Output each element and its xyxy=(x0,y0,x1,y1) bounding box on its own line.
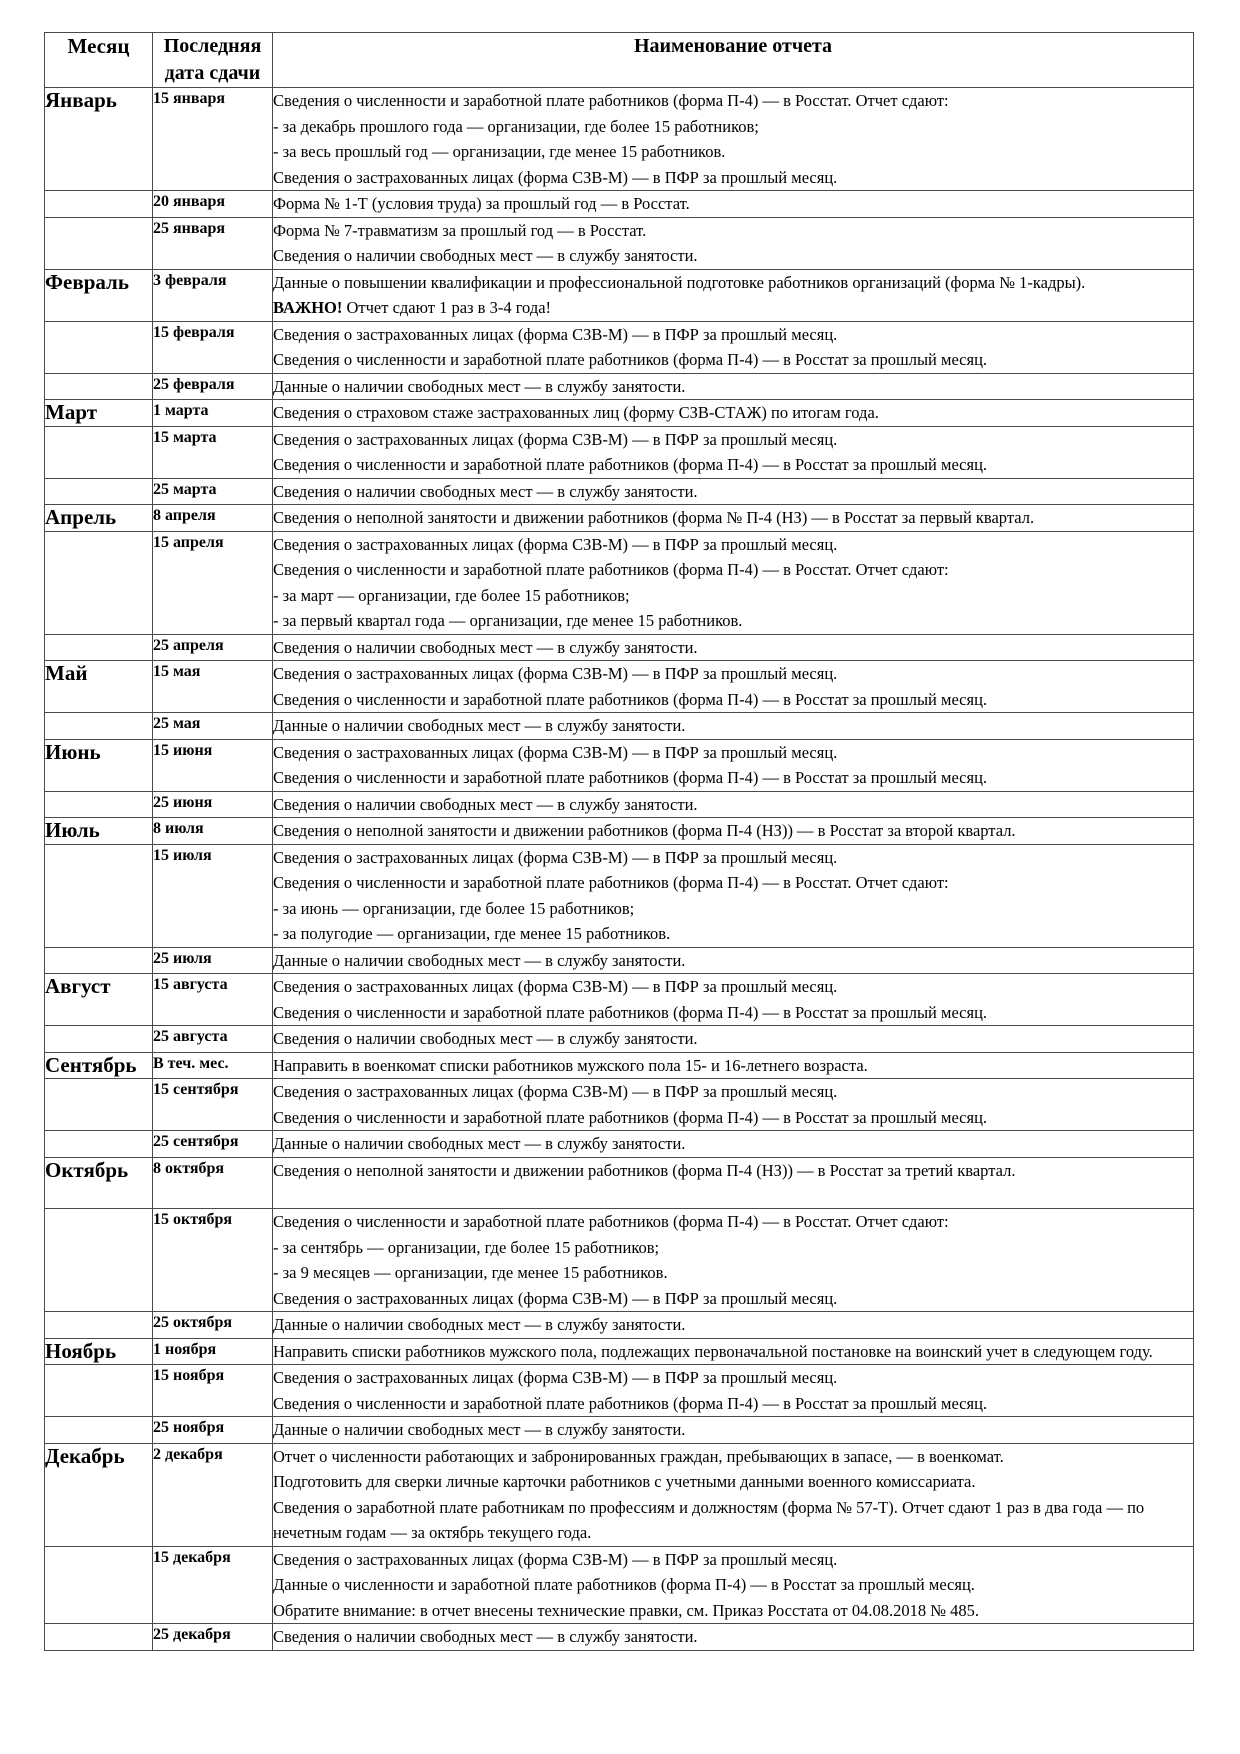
report-description-cell xyxy=(273,321,1194,373)
table-row xyxy=(45,400,1194,427)
table-row xyxy=(45,791,1194,818)
report-description-cell xyxy=(273,974,1194,1026)
table-row xyxy=(45,505,1194,532)
report-line: Сведения о численности и заработной плате работников (форма П-4) — в Росстат за прошлый месяц. xyxy=(273,1107,988,1127)
report-line: Сведения о неполной занятости и движении работников (форма П-4 (НЗ)) — в Росстат за второй квартал. xyxy=(273,821,1016,840)
report-line: Сведения о застрахованных лицах (форма СЗВ-М) — в ПФР за прошлый месяц. xyxy=(273,1288,838,1308)
column-header-deadline-date xyxy=(153,33,273,88)
month-cell xyxy=(45,191,153,218)
table-row xyxy=(45,1417,1194,1444)
report-description-cell xyxy=(273,791,1194,818)
report-line: Сведения о застрахованных лицах (форма СЗВ-М) — в ПФР за прошлый месяц. xyxy=(273,534,838,554)
report-line: Сведения о наличии свободных мест — в службу занятости. xyxy=(273,1029,698,1048)
table-row xyxy=(45,818,1194,845)
table-row xyxy=(45,1365,1194,1417)
deadline-date-cell: 15 декабря xyxy=(153,1546,273,1624)
month-cell xyxy=(45,634,153,661)
report-description-cell xyxy=(273,739,1194,791)
report-description-cell xyxy=(273,1026,1194,1053)
month-cell: Май xyxy=(45,661,153,713)
month-cell: Март xyxy=(45,400,153,427)
table-row xyxy=(45,269,1194,321)
deadline-date-cell: 8 июля xyxy=(153,818,273,845)
month-cell xyxy=(45,1209,153,1312)
report-description-cell xyxy=(273,531,1194,634)
table-row xyxy=(45,1338,1194,1365)
report-line: Данные о наличии свободных мест — в службу занятости. xyxy=(273,950,686,970)
report-description-cell xyxy=(273,1079,1194,1131)
report-description-cell xyxy=(273,1546,1194,1624)
deadline-date-cell: 25 апреля xyxy=(153,634,273,661)
report-line: - за июнь — организации, где более 15 работников; xyxy=(273,898,635,918)
deadline-date-cell: 25 сентября xyxy=(153,1131,273,1158)
month-cell xyxy=(45,1312,153,1339)
month-cell xyxy=(45,1546,153,1624)
report-description-cell xyxy=(273,1312,1194,1339)
report-line: Сведения о численности и заработной плате работников (форма П-4) — в Росстат за прошлый месяц. xyxy=(273,1393,988,1413)
deadline-date-cell: 1 марта xyxy=(153,400,273,427)
table-row xyxy=(45,478,1194,505)
report-description-cell xyxy=(273,505,1194,532)
month-cell: Февраль xyxy=(45,269,153,321)
deadline-date-cell: 15 июля xyxy=(153,844,273,947)
table-row xyxy=(45,1026,1194,1053)
report-line: Сведения о наличии свободных мест — в службу занятости. xyxy=(273,637,698,657)
report-line: Данные о наличии свободных мест — в службу занятости. xyxy=(273,716,686,735)
report-line: Сведения о заработной плате работникам по профессиям и должностям (форма № 57-Т). Отчет сдают 1 раз в два года — по нечетным годам — за октябрь текущего года. xyxy=(273,1497,1145,1542)
month-cell xyxy=(45,426,153,478)
report-line: Сведения о неполной занятости и движении работников (форма П-4 (НЗ)) — в Росстат за третий квартал. xyxy=(273,1160,1016,1180)
month-cell: Июнь xyxy=(45,739,153,791)
table-row xyxy=(45,321,1194,373)
report-line: Сведения о застрахованных лицах (форма СЗВ-М) — в ПФР за прошлый месяц. xyxy=(273,1082,838,1101)
table-row xyxy=(45,1443,1194,1546)
month-cell xyxy=(45,844,153,947)
deadline-date-cell: 8 апреля xyxy=(153,505,273,532)
report-description-cell xyxy=(273,661,1194,713)
month-cell xyxy=(45,1026,153,1053)
report-description-cell xyxy=(273,191,1194,218)
deadline-date-cell: 25 декабря xyxy=(153,1624,273,1651)
report-line: Сведения о численности и заработной плате работников (форма П-4) — в Росстат. Отчет сдают: xyxy=(273,1212,949,1231)
deadline-date-cell: 25 января xyxy=(153,217,273,269)
report-line: Сведения о численности и заработной плате работников (форма П-4) — в Росстат. Отчет сдают: xyxy=(273,873,949,892)
month-cell xyxy=(45,1131,153,1158)
report-line: Подготовить для сверки личные карточки работников с учетными данными военного комиссариата. xyxy=(273,1472,976,1491)
blank-line xyxy=(273,1183,1193,1208)
report-line: - за декабрь прошлого года — организации, где более 15 работников; xyxy=(273,116,759,136)
month-cell xyxy=(45,1624,153,1651)
report-description-cell xyxy=(273,1052,1194,1079)
deadline-date-cell: 15 марта xyxy=(153,426,273,478)
report-line: Сведения о застрахованных лицах (форма СЗВ-М) — в ПФР за прошлый месяц. xyxy=(273,429,838,449)
table-row xyxy=(45,844,1194,947)
report-line: Данные о наличии свободных мест — в службу занятости. xyxy=(273,1134,686,1153)
report-line: Сведения о наличии свободных мест — в службу занятости. xyxy=(273,246,698,265)
month-cell xyxy=(45,478,153,505)
report-line: ВАЖНО! Отчет сдают 1 раз в 3-4 года! xyxy=(273,298,552,317)
deadline-date-cell: 25 июня xyxy=(153,791,273,818)
table-row xyxy=(45,713,1194,740)
deadline-date-cell: 15 мая xyxy=(153,661,273,713)
report-description-cell xyxy=(273,400,1194,427)
report-line: Форма № 7-травматизм за прошлый год — в Росстат. xyxy=(273,220,647,240)
column-header-deadline-line2: дата сдачи xyxy=(164,62,261,84)
deadline-date-cell: 15 июня xyxy=(153,739,273,791)
month-cell xyxy=(45,1079,153,1131)
month-cell xyxy=(45,1417,153,1444)
table-row xyxy=(45,217,1194,269)
table-row xyxy=(45,1052,1194,1079)
deadline-date-cell: 20 января xyxy=(153,191,273,218)
table-row xyxy=(45,373,1194,400)
report-line: Форма № 1-Т (условия труда) за прошлый год — в Росстат. xyxy=(273,194,690,213)
table-row xyxy=(45,1157,1194,1209)
report-description-cell xyxy=(273,1365,1194,1417)
report-line: Сведения о застрахованных лицах (форма СЗВ-М) — в ПФР за прошлый месяц. xyxy=(273,742,838,762)
report-line: - за весь прошлый год — организации, где менее 15 работников. xyxy=(273,142,726,161)
deadline-date-cell: 3 февраля xyxy=(153,269,273,321)
table-row xyxy=(45,1624,1194,1651)
deadline-date-cell: 15 ноября xyxy=(153,1365,273,1417)
table-row xyxy=(45,947,1194,974)
deadline-date-cell: 25 февраля xyxy=(153,373,273,400)
report-line: Сведения о застрахованных лицах (форма СЗВ-М) — в ПФР за прошлый месяц. xyxy=(273,847,838,867)
report-line: Сведения о численности и заработной плате работников (форма П-4) — в Росстат за прошлый месяц. xyxy=(273,455,988,474)
report-line: Данные о наличии свободных мест — в службу занятости. xyxy=(273,376,686,396)
column-header-month: Месяц xyxy=(45,33,153,88)
column-header-report-name: Наименование отчета xyxy=(273,33,1194,88)
deadline-date-cell: 8 октября xyxy=(153,1157,273,1209)
report-line: Сведения о численности и заработной плате работников (форма П-4) — в Росстат за прошлый месяц. xyxy=(273,689,988,709)
report-description-cell xyxy=(273,426,1194,478)
table-body xyxy=(45,88,1194,1651)
report-line: Обратите внимание: в отчет внесены технические правки, см. Приказ Росстата от 04.08.2018 № 485. xyxy=(273,1600,979,1620)
month-cell xyxy=(45,531,153,634)
column-header-deadline-line1: Последняя xyxy=(163,35,262,57)
table-row xyxy=(45,1209,1194,1312)
report-description-cell xyxy=(273,1338,1194,1365)
deadline-date-cell: 25 октября xyxy=(153,1312,273,1339)
report-line: Данные о повышении квалификации и профессиональной подготовке работников организаций (форма № 1-кадры). xyxy=(273,272,1086,292)
month-cell: Октябрь xyxy=(45,1157,153,1209)
header-row xyxy=(45,33,1194,88)
report-description-cell xyxy=(273,269,1194,321)
report-description-cell xyxy=(273,634,1194,661)
report-description-cell xyxy=(273,1624,1194,1651)
report-line: Сведения о страховом стаже застрахованных лиц (форму СЗВ-СТАЖ) по итогам года. xyxy=(273,403,879,422)
report-description-cell xyxy=(273,1417,1194,1444)
deadline-date-cell: 25 августа xyxy=(153,1026,273,1053)
report-line: Сведения о численности и заработной плате работников (форма П-4) — в Росстат. Отчет сдают: xyxy=(273,91,949,110)
month-cell xyxy=(45,217,153,269)
report-line: Сведения о наличии свободных мест — в службу занятости. xyxy=(273,1627,698,1646)
report-line: - за март — организации, где более 15 работников; xyxy=(273,585,630,605)
report-line: Сведения о застрахованных лицах (форма СЗВ-М) — в ПФР за прошлый месяц. xyxy=(273,664,838,683)
deadline-date-cell: 15 января xyxy=(153,88,273,191)
deadline-date-cell: 15 февраля xyxy=(153,321,273,373)
report-description-cell xyxy=(273,217,1194,269)
report-line: Сведения о неполной занятости и движении работников (форма № П-4 (НЗ) — в Росстат за первый квартал. xyxy=(273,508,1035,527)
report-line: Данные о наличии свободных мест — в службу занятости. xyxy=(273,1420,686,1439)
report-description-cell xyxy=(273,1131,1194,1158)
month-cell xyxy=(45,791,153,818)
deadline-date-cell: 15 апреля xyxy=(153,531,273,634)
deadline-date-cell: 15 сентября xyxy=(153,1079,273,1131)
report-line: Сведения о застрахованных лицах (форма СЗВ-М) — в ПФР за прошлый месяц. xyxy=(273,1549,838,1569)
table-row xyxy=(45,1079,1194,1131)
month-cell xyxy=(45,321,153,373)
deadline-date-cell: 15 октября xyxy=(153,1209,273,1312)
table-row xyxy=(45,88,1194,191)
report-description-cell xyxy=(273,478,1194,505)
deadline-date-cell: 25 мая xyxy=(153,713,273,740)
table-row xyxy=(45,634,1194,661)
month-cell: Ноябрь xyxy=(45,1338,153,1365)
report-description-cell xyxy=(273,88,1194,191)
table-row xyxy=(45,531,1194,634)
report-description-cell xyxy=(273,713,1194,740)
table-row xyxy=(45,1131,1194,1158)
report-line: Данные о численности и заработной плате работников (форма П-4) — в Росстат за прошлый месяц. xyxy=(273,1575,975,1594)
month-cell xyxy=(45,373,153,400)
deadline-date-cell: 25 марта xyxy=(153,478,273,505)
month-cell: Август xyxy=(45,974,153,1026)
table-row xyxy=(45,661,1194,713)
deadline-date-cell: 25 июля xyxy=(153,947,273,974)
month-cell: Апрель xyxy=(45,505,153,532)
report-description-cell xyxy=(273,1443,1194,1546)
report-line: - за первый квартал года — организации, где менее 15 работников. xyxy=(273,611,743,630)
deadline-date-cell: 15 августа xyxy=(153,974,273,1026)
table-row xyxy=(45,974,1194,1026)
report-line: Сведения о численности и заработной плате работников (форма П-4) — в Росстат за прошлый месяц. xyxy=(273,350,988,369)
table-row xyxy=(45,1312,1194,1339)
month-cell xyxy=(45,713,153,740)
report-description-cell xyxy=(273,947,1194,974)
report-line: Данные о наличии свободных мест — в службу занятости. xyxy=(273,1315,686,1334)
report-line: Сведения о застрахованных лицах (форма СЗВ-М) — в ПФР за прошлый месяц. xyxy=(273,167,838,187)
report-line: Сведения о численности и заработной плате работников (форма П-4) — в Росстат за прошлый месяц. xyxy=(273,768,988,787)
report-line: Сведения о застрахованных лицах (форма СЗВ-М) — в ПФР за прошлый месяц. xyxy=(273,1368,838,1387)
table-row xyxy=(45,426,1194,478)
important-label: ВАЖНО! xyxy=(273,298,343,317)
deadline-date-cell: В теч. мес. xyxy=(153,1052,273,1079)
deadline-date-cell: 1 ноября xyxy=(153,1338,273,1365)
report-line: Направить в военкомат списки работников мужского пола 15- и 16-летнего возраста. xyxy=(273,1055,868,1075)
month-cell xyxy=(45,947,153,974)
month-cell: Январь xyxy=(45,88,153,191)
report-line: Сведения о застрахованных лицах (форма СЗВ-М) — в ПФР за прошлый месяц. xyxy=(273,977,838,996)
report-line: - за 9 месяцев — организации, где менее 15 работников. xyxy=(273,1263,668,1282)
month-cell: Декабрь xyxy=(45,1443,153,1546)
reporting-schedule-table xyxy=(44,32,1194,1651)
report-line: - за полугодие — организации, где менее 15 работников. xyxy=(273,924,671,943)
report-description-cell xyxy=(273,1157,1194,1209)
report-description-cell xyxy=(273,373,1194,400)
report-line: Сведения о наличии свободных мест — в службу занятости. xyxy=(273,794,698,814)
report-line: Сведения о застрахованных лицах (форма СЗВ-М) — в ПФР за прошлый месяц. xyxy=(273,324,838,344)
report-description-cell xyxy=(273,844,1194,947)
deadline-date-cell: 25 ноября xyxy=(153,1417,273,1444)
month-cell: Июль xyxy=(45,818,153,845)
table-row xyxy=(45,739,1194,791)
deadline-date-cell: 2 декабря xyxy=(153,1443,273,1546)
report-line: Отчет о численности работающих и забронированных граждан, пребывающих в запасе, — в военкомат. xyxy=(273,1446,1004,1466)
month-cell xyxy=(45,1365,153,1417)
report-description-cell xyxy=(273,1209,1194,1312)
month-cell: Сентябрь xyxy=(45,1052,153,1079)
report-line: Направить списки работников мужского пола, подлежащих первоначальной постановке на воинский учет в следующем году. xyxy=(273,1341,1153,1361)
report-line: - за сентябрь — организации, где более 15 работников; xyxy=(273,1237,660,1257)
table-row xyxy=(45,191,1194,218)
table-header xyxy=(45,33,1194,88)
report-line: Сведения о численности и заработной плате работников (форма П-4) — в Росстат за прошлый месяц. xyxy=(273,1002,988,1022)
report-line: Сведения о наличии свободных мест — в службу занятости. xyxy=(273,481,698,501)
report-line: Сведения о численности и заработной плате работников (форма П-4) — в Росстат. Отчет сдают: xyxy=(273,560,949,579)
report-description-cell xyxy=(273,818,1194,845)
table-row xyxy=(45,1546,1194,1624)
